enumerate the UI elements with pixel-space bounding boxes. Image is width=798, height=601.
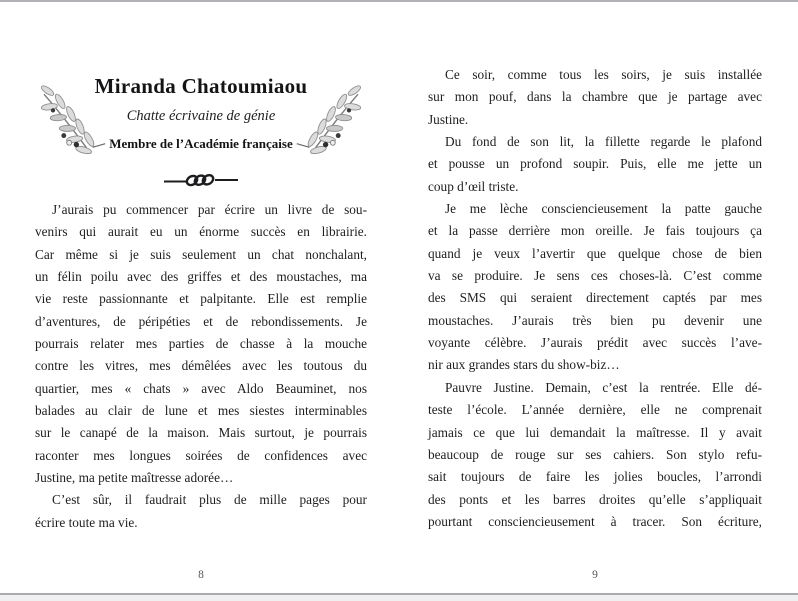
text-line: Car même si je suis seulement un chat nonchalant,: [35, 246, 367, 262]
text-line: contre les vitres, mes démêlées avec les toutous du: [35, 358, 367, 374]
text-line: sait toujours de faire les jolies boucles, l’arrondi: [428, 469, 762, 485]
text-line: des ponts et les barres droites qu’elle s’appliquait: [428, 491, 762, 507]
chapter-header: [35, 0, 367, 200]
text-line: Je me lèche consciencieusement la patte gauche: [445, 201, 762, 217]
text-line: J’aurais pu commencer par écrire un livre de sou-: [52, 202, 367, 217]
bottom-page-edge-strip: [0, 595, 798, 601]
text-line: Du fond de son lit, la fillette regarde le plafond: [445, 134, 762, 150]
text-line: nir aux grandes stars du show-biz…: [428, 357, 620, 373]
left-page-number: 8: [198, 569, 204, 581]
text-line: quand je veux l’avertir que quelque chose de bien: [428, 245, 762, 261]
text-line: et pousse un profond soupir. Puis, elle me jette un: [428, 156, 762, 172]
page-right: [428, 0, 762, 601]
text-line: d’aventures, de péripéties et de rebondissements. Je: [35, 313, 367, 329]
text-line: pourrais relater mes parties de chasse à la mouche: [35, 336, 367, 352]
rope-squiggle-divider-icon: [163, 172, 239, 188]
text-line: coup d’œil triste.: [428, 178, 519, 194]
right-page-text: [428, 64, 762, 533]
text-line: va se produire. Je sens ces choses-là. C’est comme: [428, 268, 762, 284]
text-line: Pauvre Justine. Demain, c’est la rentrée. Elle dé-: [445, 379, 762, 395]
author-description: Chatte écrivaine de génie: [126, 108, 276, 124]
text-line: écrire toute ma vie.: [35, 514, 138, 530]
text-line: sur le canapé de la maison. Mais surtout, je pourrais: [35, 425, 367, 441]
text-line: et la passe derrière mon oreille. Je fais toujours ça: [428, 223, 762, 239]
text-line: voyante célèbre. J’aurais prédit avec succès l’ave-: [428, 335, 762, 351]
text-line: Justine.: [428, 111, 469, 127]
page-left: [35, 0, 367, 601]
text-line: sur mon pouf, dans la chambre que je partage avec: [428, 89, 762, 105]
text-line: venirs qui aurait eu un énorme succès en librairie.: [35, 224, 367, 240]
text-line: pourtant consciencieusement à tracer. Son écriture,: [428, 513, 762, 529]
text-line: balades au clair de lune et mes siestes interminables: [35, 403, 367, 419]
text-line: Justine, ma petite maîtresse adorée…: [35, 470, 234, 486]
author-name: Miranda Chatoumiaou: [94, 74, 308, 98]
text-line: beaucoup de rouge sur ses cahiers. Son stylo refu-: [428, 446, 762, 462]
right-page-number: 9: [592, 569, 598, 581]
author-affiliation: Membre de l’Académie française: [109, 136, 293, 151]
text-line: jamais ce que lui demandait la maîtresse. Il y avait: [428, 424, 762, 440]
text-line: Ce soir, comme tous les soirs, je suis installée: [445, 67, 762, 82]
text-line: quartier, mes « chats » avec Aldo Beauminet, nos: [35, 380, 367, 396]
left-page-text: [35, 199, 367, 534]
text-line: des SMS qui seraient directement captés par mes: [428, 290, 762, 306]
text-line: moustaches. J’aurais très bien pu devenir une: [428, 312, 762, 328]
text-line: raconter mes longues soirées de confidences avec: [35, 447, 367, 463]
text-line: un félin poilu avec des griffes et des moustaches, ma: [35, 269, 367, 285]
text-line: teste l’école. L’année dernière, elle ne comprenait: [428, 402, 762, 418]
text-line: C’est sûr, il faudrait plus de mille pages pour: [52, 492, 367, 508]
text-line: vie reste passionnante et palpitante. Elle est remplie: [35, 291, 367, 307]
